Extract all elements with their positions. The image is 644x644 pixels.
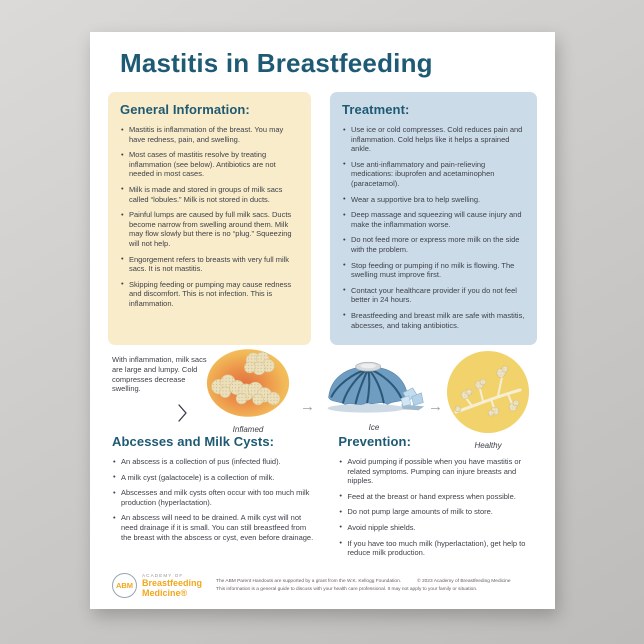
inflamed-label: Inflamed (232, 425, 264, 434)
poster-title: Mastitis in Breastfeeding (120, 48, 433, 78)
list-item: • Wear a supportive bra to help swelling. (342, 195, 525, 205)
list-item: • Feed at the breast or hand express when possible. (338, 492, 537, 502)
list-item: • Most cases of mastitis resolve by treating inflammation (see below). Antibiotics are not needed in most cases. (120, 150, 299, 179)
logo-academy-of: ACADEMY OF (142, 573, 184, 579)
inflamed-breast-figure (206, 348, 290, 434)
list-item: • Deep massage and squeezing will cause injury and make the inflammation worse. (342, 210, 525, 229)
grant-note: The ABM Parent Handouts are supported by a grant from the W.K. Kellogg Foundation. (216, 579, 402, 585)
abm-logo (112, 573, 202, 598)
prevention-section (338, 434, 537, 564)
treatment-panel (330, 92, 537, 345)
list-item: • Breastfeeding and breast milk are safe with mastitis, abcesses, and taking antibiotics. (342, 311, 525, 330)
poster (90, 32, 555, 609)
abm-logo-icon: ABM (112, 573, 137, 598)
list-item: • An abscess is a collection of pus (infected fluid). (112, 457, 317, 467)
list-item: • Engorgement refers to breasts with very full milk sacs. It is not mastitis. (120, 255, 299, 274)
bottom-sections (112, 434, 537, 564)
arrow-right-icon: → (428, 398, 443, 415)
list-item: • Mastitis is inflammation of the breast. You may have redness, pain, and swelling. (120, 125, 299, 144)
list-item: • Skipping feeding or pumping may cause redness and discomfort. This is not infection. This is inflammation. (120, 280, 299, 309)
list-item: • Do not feed more or express more milk on the side with the problem. (342, 235, 525, 254)
abscesses-section (112, 434, 317, 564)
general-information-list (120, 125, 299, 309)
footer-disclaimer (216, 578, 510, 592)
list-item: • Stop feeding or pumping if no milk is flowing. The swelling must improve first. (342, 261, 525, 280)
illustration-caption: With inflammation, milk sacs are large and lumpy. Cold compresses decrease swelling. (112, 355, 207, 394)
illustration-row (90, 346, 555, 450)
list-item: • An abscess will need to be drained. A milk cyst will not need drainage if it is small. You can still breastfeed from the breast with the abscess or cyst, even before drainage. (112, 513, 317, 542)
list-item: • Use anti-inflammatory and pain-relieving medications: ibuprofen and acetaminophen (paracetamol). (342, 160, 525, 189)
logo-breastfeeding: Breastfeeding (142, 578, 203, 589)
list-item: • Do not pump large amounts of milk to store. (338, 507, 537, 517)
list-item: • Painful lumps are caused by full milk sacs. Ducts become narrow from swelling around them. Milk may flow slowly but there is no “plug.” Squeezing will not help. (120, 210, 299, 248)
copyright-note: © 2023 Academy of Breastfeeding Medicine (417, 579, 511, 585)
list-item: • Contact your healthcare provider if you do not feel better in 24 hours. (342, 286, 525, 305)
inflamed-milk-sacs-icon (206, 348, 290, 418)
list-item: • Avoid pumping if possible when you have mastitis or related symptoms. Pumping can injure breasts and nipples. (338, 457, 537, 486)
prevention-heading: Prevention: (338, 434, 412, 449)
logo-medicine: Medicine® (142, 587, 188, 598)
poster-footer (112, 573, 541, 598)
guide-note: This information is a general guide to discuss with your health care professional. It may not apply to your family or situation. (216, 586, 478, 592)
list-item: • Avoid nipple shields. (338, 523, 537, 533)
healthy-milk-ducts-icon (446, 350, 530, 434)
abm-logo-text (142, 573, 202, 598)
list-item: • If you have too much milk (hyperlactation), get help to reduce milk production. (338, 539, 537, 558)
chevron-right-icon (178, 404, 188, 422)
ice-label: Ice (368, 423, 380, 432)
general-information-panel (108, 92, 311, 345)
treatment-list (342, 125, 525, 330)
treatment-heading: Treatment: (342, 102, 410, 117)
list-item: • Abscesses and milk cysts often occur with too much milk production (hyperlactation). (112, 488, 317, 507)
info-panels (108, 92, 537, 345)
arrow-right-icon: → (300, 398, 315, 415)
abscesses-heading: Abcesses and Milk Cysts: (112, 434, 275, 449)
abscesses-list (112, 457, 317, 542)
list-item: • Milk is made and stored in groups of milk sacs called “lobules.” Milk is not stored in ducts. (120, 185, 299, 204)
healthy-label: Healthy (474, 441, 502, 450)
list-item: • A milk cyst (galactocele) is a collection of milk. (112, 473, 317, 483)
ice-pack-icon (322, 358, 426, 416)
prevention-list (338, 457, 537, 558)
ice-figure (322, 358, 426, 432)
list-item: • Use ice or cold compresses. Cold reduces pain and inflammation. Cold helps like it helps a sprained ankle. (342, 125, 525, 154)
general-information-heading: General Information: (120, 102, 250, 117)
